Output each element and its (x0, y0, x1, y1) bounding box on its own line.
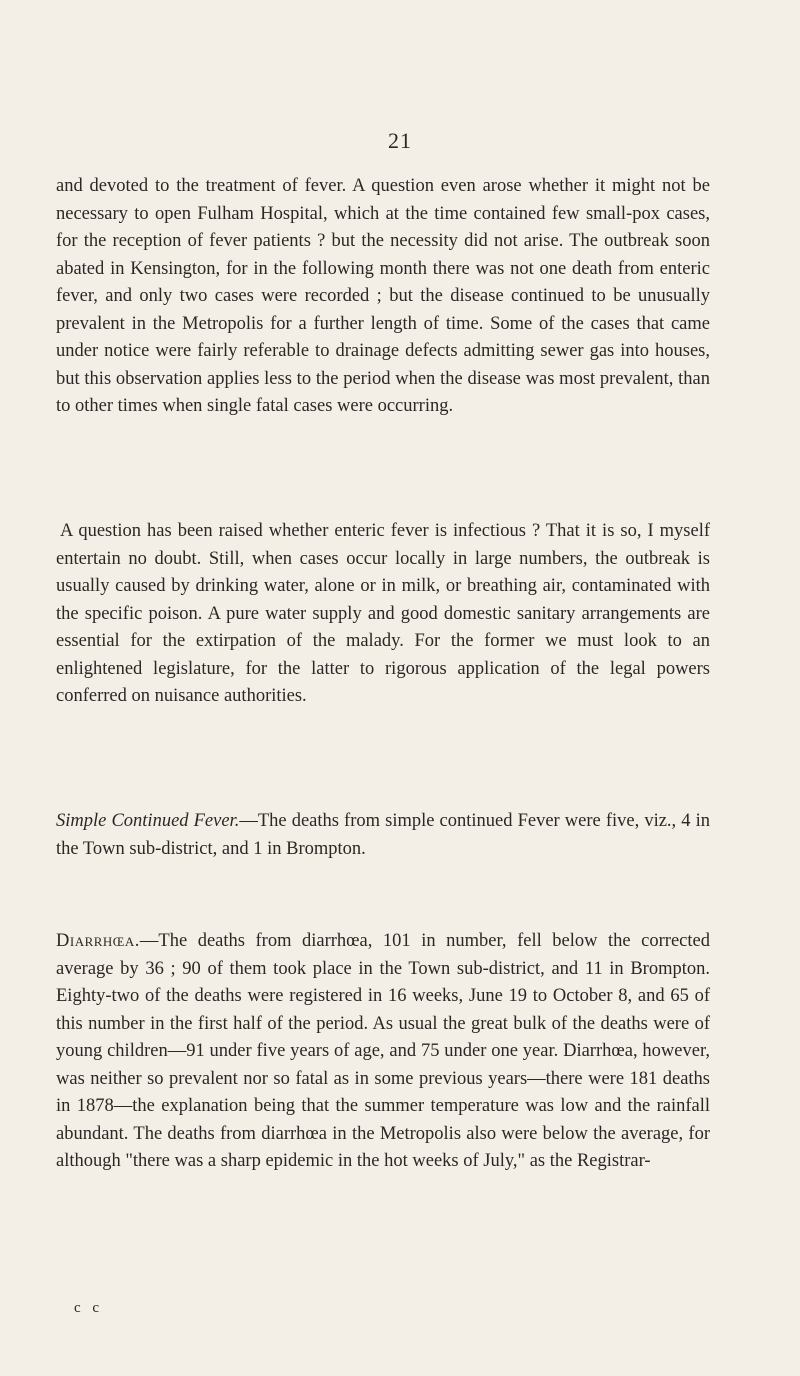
page-number: 21 (388, 128, 412, 153)
section-body: —The deaths from diarrhœa, 101 in number, fell below the corrected average by 36 ; 90 of them took place in the Town sub-district, and 11 in Brompton. Eighty-two of the deaths were registered in 16 weeks, June 19 to October 8, and 65 of this number in the first half of the period. As usual the great bulk of the deaths were of young children—91 under five years of age, and 75 under one year. Diarrhœa, however, was neither so prevalent nor so fatal as in some previous years—there were 181 deaths in 1878—the explanation being that the summer temperature was low and the rainfall abundant. The deaths from diarrhœa in the Metropolis also were below the average, for although "there was a sharp epidemic in the hot weeks of July," as the Registrar- (56, 931, 710, 1171)
paragraph-enteric-fever-outbreak (56, 173, 710, 421)
paragraph-simple-continued-fever (56, 808, 710, 863)
paragraph-text (56, 808, 710, 863)
section-heading: Simple Continued Fever. (56, 811, 240, 831)
paragraph-enteric-fever-infectious (56, 518, 710, 711)
paragraph-diarrhoea (56, 928, 710, 1176)
section-body: —The deaths from simple continued Fever were five, viz., 4 in the Town sub-district, and 1 in Brompton. (56, 811, 711, 859)
signature-mark: c c (74, 1300, 104, 1316)
section-heading: Diarrhœa. (56, 931, 140, 951)
paragraph-text: A question has been raised whether enteric fever is infectious ? That it is so, I myself entertain no doubt. Still, when cases occur locally in large numbers, the outbreak is usually caused by drinking water, alone or in milk, or breathing air, contaminated with the specific poison. A pure water supply and good domestic sanitary arrangements are essential for the extirpation of the malady. For the former we must look to an enlightened legislature, for the latter to rigorous application of the legal powers conferred on nuisance authorities. (56, 521, 710, 706)
paragraph-text: and devoted to the treatment of fever. A question even arose whether it might not be necessary to open Fulham Hospital, which at the time contained few small-pox cases, for the reception of fever patients ? but the necessity did not arise. The outbreak soon abated in Kensington, for in the following month there was not one death from enteric fever, and only two cases were recorded ; but the disease continued to be unusually prevalent in the Metropolis for a further length of time. Some of the cases that came under notice were fairly referable to drainage defects admitting sewer gas into houses, but this observation applies less to the period when the disease was most prevalent, than to other times when single fatal cases were occurring. (56, 176, 710, 416)
paragraph-text (56, 928, 710, 1176)
